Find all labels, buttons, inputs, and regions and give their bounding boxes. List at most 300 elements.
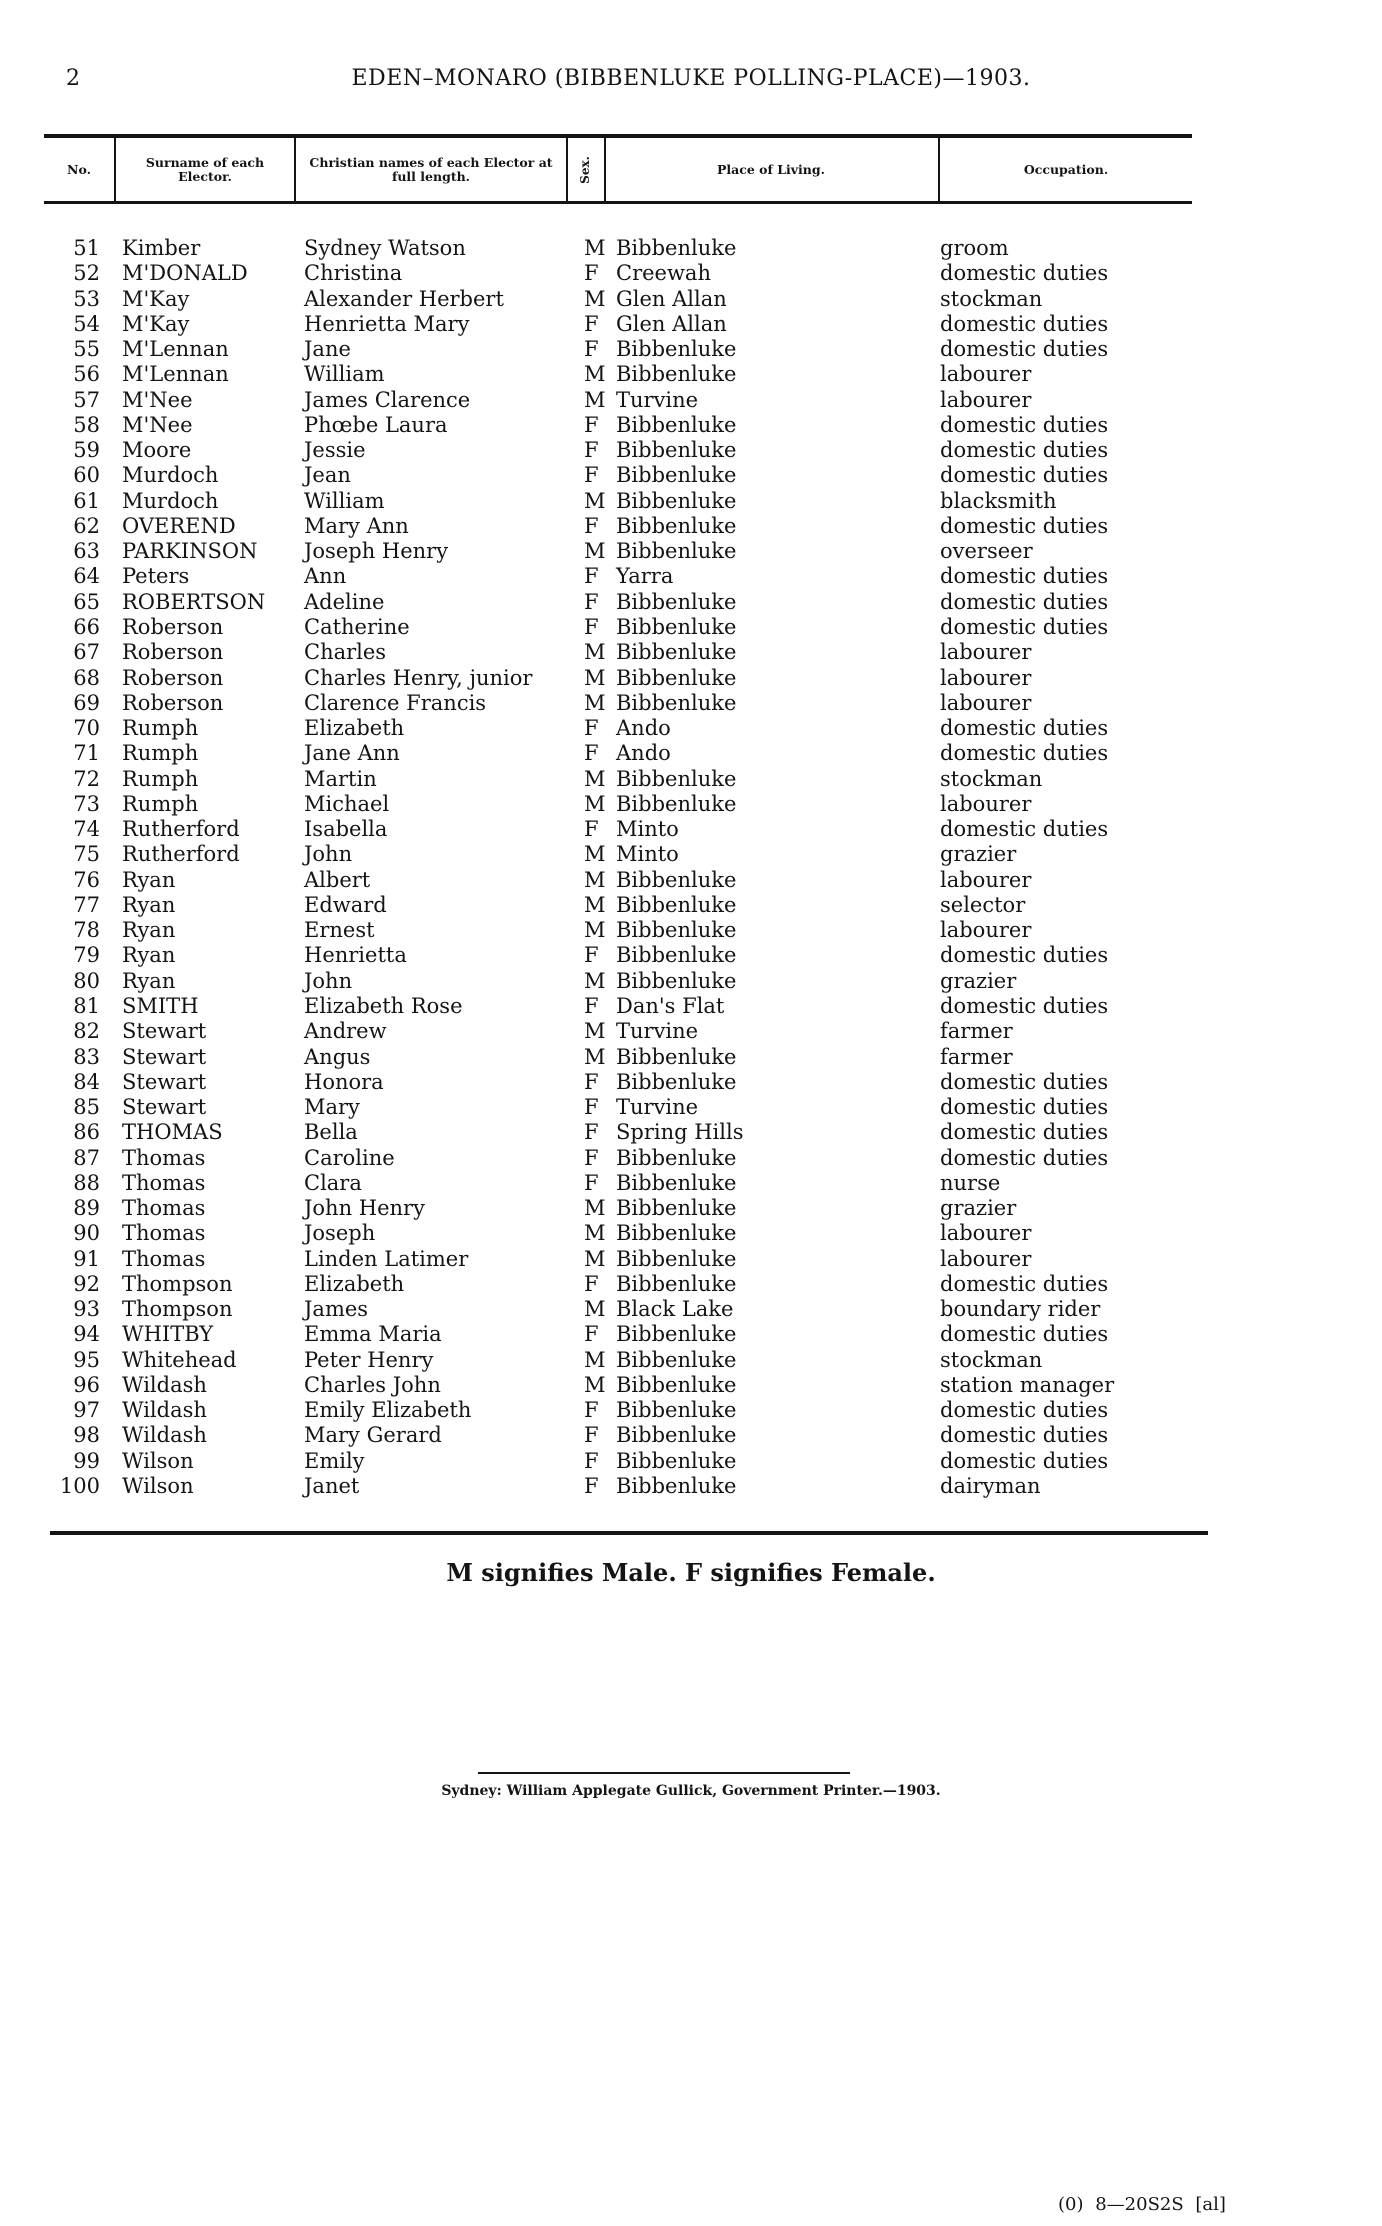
- elector-sex: F: [584, 261, 599, 286]
- elector-surname: Thomas: [122, 1246, 206, 1271]
- elector-surname: Kimber: [122, 236, 201, 260]
- elector-occupation: stockman: [940, 766, 1043, 791]
- elector-surname: M'Lennan: [122, 337, 229, 362]
- elector-number: 97: [73, 1398, 100, 1423]
- elector-number: 59: [73, 438, 100, 463]
- elector-place: Glen Allan: [616, 286, 727, 311]
- elector-place: Bibbenluke: [616, 690, 737, 715]
- elector-surname: Ryan: [122, 918, 176, 943]
- elector-sex: F: [584, 1145, 599, 1170]
- elector-christian-names: Christina: [304, 261, 403, 286]
- elector-christian-names: John: [304, 968, 353, 993]
- table-row: [0, 767, 1382, 792]
- elector-number: 74: [73, 817, 100, 842]
- elector-number: 92: [73, 1271, 100, 1296]
- elector-surname: Roberson: [122, 665, 224, 690]
- elector-christian-names: Ann: [304, 564, 347, 589]
- elector-place: Bibbenluke: [616, 1398, 737, 1423]
- elector-christian-names: Catherine: [304, 614, 410, 639]
- elector-place: Bibbenluke: [616, 488, 737, 513]
- elector-sex: M: [584, 1347, 606, 1372]
- elector-occupation: domestic duties: [940, 1095, 1109, 1120]
- elector-occupation: domestic duties: [940, 1120, 1109, 1145]
- elector-occupation: labourer: [940, 640, 1032, 665]
- table-row: [0, 1348, 1382, 1373]
- elector-number: 53: [73, 286, 100, 311]
- elector-list: [0, 236, 1382, 1499]
- elector-occupation: labourer: [940, 362, 1032, 387]
- table-row: [0, 514, 1382, 539]
- elector-occupation: domestic duties: [940, 1448, 1109, 1473]
- table-row: [0, 868, 1382, 893]
- elector-sex: F: [584, 463, 599, 488]
- elector-surname: Thompson: [122, 1297, 233, 1322]
- elector-occupation: boundary rider: [940, 1297, 1101, 1322]
- table-row: [0, 716, 1382, 741]
- elector-number: 90: [73, 1221, 100, 1246]
- elector-place: Bibbenluke: [616, 1322, 737, 1347]
- elector-surname: PARKINSON: [122, 539, 258, 564]
- elector-sex: F: [584, 716, 599, 741]
- elector-number: 86: [73, 1120, 100, 1145]
- elector-surname: Thomas: [122, 1196, 206, 1221]
- elector-place: Bibbenluke: [616, 867, 737, 892]
- elector-number: 62: [73, 513, 100, 538]
- elector-sex: M: [584, 892, 606, 917]
- table-row: [0, 1297, 1382, 1322]
- elector-number: 57: [73, 387, 100, 412]
- column-header-place: Place of Living.: [717, 162, 825, 177]
- table-row: [0, 792, 1382, 817]
- elector-number: 80: [73, 968, 100, 993]
- column-divider: [294, 138, 296, 201]
- table-row: [0, 615, 1382, 640]
- elector-occupation: domestic duties: [940, 614, 1109, 639]
- elector-number: 94: [73, 1322, 100, 1347]
- elector-sex: F: [584, 943, 599, 968]
- table-row: [0, 312, 1382, 337]
- elector-christian-names: Emma Maria: [304, 1322, 442, 1347]
- elector-occupation: domestic duties: [940, 412, 1109, 437]
- elector-surname: Rumph: [122, 766, 199, 791]
- elector-sex: F: [584, 589, 599, 614]
- elector-christian-names: Andrew: [304, 1019, 387, 1044]
- elector-sex: F: [584, 614, 599, 639]
- elector-place: Bibbenluke: [616, 1271, 737, 1296]
- table-row: [0, 362, 1382, 387]
- elector-place: Bibbenluke: [616, 1170, 737, 1195]
- elector-place: Bibbenluke: [616, 1044, 737, 1069]
- elector-sex: F: [584, 1398, 599, 1423]
- elector-number: 56: [73, 362, 100, 387]
- elector-sex: M: [584, 387, 606, 412]
- elector-place: Bibbenluke: [616, 1196, 737, 1221]
- elector-surname: Stewart: [122, 1095, 207, 1120]
- elector-occupation: domestic duties: [940, 311, 1109, 336]
- elector-place: Bibbenluke: [616, 791, 737, 816]
- elector-sex: F: [584, 337, 599, 362]
- elector-sex: F: [584, 1322, 599, 1347]
- elector-place: Ando: [616, 741, 671, 766]
- elector-sex: M: [584, 1044, 606, 1069]
- elector-place: Bibbenluke: [616, 1221, 737, 1246]
- elector-place: Bibbenluke: [616, 640, 737, 665]
- table-row: [0, 1019, 1382, 1044]
- elector-number: 61: [73, 488, 100, 513]
- elector-sex: M: [584, 766, 606, 791]
- table-row: [0, 817, 1382, 842]
- elector-christian-names: John: [304, 842, 353, 867]
- elector-surname: Thomas: [122, 1221, 206, 1246]
- elector-sex: F: [584, 993, 599, 1018]
- elector-place: Bibbenluke: [616, 438, 737, 463]
- elector-occupation: nurse: [940, 1170, 1001, 1195]
- elector-number: 51: [73, 236, 100, 260]
- elector-number: 73: [73, 791, 100, 816]
- elector-place: Bibbenluke: [616, 539, 737, 564]
- elector-number: 88: [73, 1170, 100, 1195]
- elector-number: 63: [73, 539, 100, 564]
- elector-christian-names: Clara: [304, 1170, 362, 1195]
- elector-sex: M: [584, 236, 606, 260]
- elector-occupation: domestic duties: [940, 993, 1109, 1018]
- elector-sex: F: [584, 412, 599, 437]
- elector-occupation: grazier: [940, 1196, 1017, 1221]
- table-row: [0, 463, 1382, 488]
- table-row: [0, 564, 1382, 589]
- elector-occupation: domestic duties: [940, 817, 1109, 842]
- elector-surname: OVEREND: [122, 513, 236, 538]
- elector-christian-names: Charles John: [304, 1372, 441, 1397]
- table-row: [0, 943, 1382, 968]
- elector-surname: Thomas: [122, 1170, 206, 1195]
- elector-place: Bibbenluke: [616, 236, 737, 260]
- elector-sex: M: [584, 1221, 606, 1246]
- table-row: [0, 1120, 1382, 1145]
- header-top-rule: [44, 134, 1192, 138]
- elector-christian-names: Jessie: [304, 438, 366, 463]
- elector-sex: M: [584, 690, 606, 715]
- elector-christian-names: Joseph Henry: [304, 539, 449, 564]
- elector-christian-names: Mary Gerard: [304, 1423, 442, 1448]
- elector-occupation: labourer: [940, 665, 1032, 690]
- elector-place: Turvine: [616, 1095, 699, 1120]
- table-row: [0, 666, 1382, 691]
- elector-christian-names: Emily Elizabeth: [304, 1398, 472, 1423]
- elector-number: 76: [73, 867, 100, 892]
- elector-occupation: domestic duties: [940, 589, 1109, 614]
- elector-christian-names: Bella: [304, 1120, 358, 1145]
- elector-number: 89: [73, 1196, 100, 1221]
- elector-surname: Wilson: [122, 1448, 194, 1473]
- table-row: [0, 489, 1382, 514]
- elector-occupation: farmer: [940, 1019, 1013, 1044]
- elector-number: 68: [73, 665, 100, 690]
- elector-occupation: groom: [940, 236, 1009, 260]
- elector-sex: M: [584, 842, 606, 867]
- elector-place: Bibbenluke: [616, 918, 737, 943]
- elector-sex: F: [584, 1170, 599, 1195]
- elector-occupation: labourer: [940, 1246, 1032, 1271]
- elector-number: 70: [73, 716, 100, 741]
- elector-surname: Rutherford: [122, 817, 240, 842]
- table-row: [0, 287, 1382, 312]
- elector-sex: M: [584, 1297, 606, 1322]
- elector-surname: Wildash: [122, 1372, 207, 1397]
- elector-place: Turvine: [616, 1019, 699, 1044]
- elector-christian-names: William: [304, 488, 385, 513]
- table-row: [0, 388, 1382, 413]
- table-row: [0, 640, 1382, 665]
- column-header-christian-names: Christian names of each Elector at full length.: [309, 155, 553, 184]
- elector-place: Creewah: [616, 261, 711, 286]
- page-title: EDEN–MONARO (BIBBENLUKE POLLING-PLACE)—1903.: [351, 66, 1031, 91]
- elector-sex: M: [584, 286, 606, 311]
- elector-number: 77: [73, 892, 100, 917]
- table-row: [0, 1322, 1382, 1347]
- elector-place: Bibbenluke: [616, 665, 737, 690]
- elector-number: 98: [73, 1423, 100, 1448]
- printer-imprint: Sydney: William Applegate Gullick, Government Printer.—1903.: [441, 1783, 941, 1799]
- elector-surname: M'Lennan: [122, 362, 229, 387]
- table-bottom-rule: [50, 1531, 1208, 1535]
- elector-christian-names: James Clarence: [304, 387, 471, 412]
- elector-surname: Ryan: [122, 867, 176, 892]
- column-header-no: No.: [67, 162, 91, 177]
- footer-code: (0) 8—20S2S [al]: [1058, 2194, 1226, 2215]
- table-row: [0, 438, 1382, 463]
- elector-surname: Roberson: [122, 690, 224, 715]
- elector-surname: Roberson: [122, 614, 224, 639]
- elector-place: Glen Allan: [616, 311, 727, 336]
- elector-sex: F: [584, 741, 599, 766]
- elector-occupation: stockman: [940, 1347, 1043, 1372]
- elector-place: Bibbenluke: [616, 1145, 737, 1170]
- elector-surname: Rumph: [122, 791, 199, 816]
- elector-christian-names: Jane: [304, 337, 351, 362]
- elector-number: 72: [73, 766, 100, 791]
- elector-surname: M'Kay: [122, 286, 190, 311]
- elector-sex: M: [584, 665, 606, 690]
- table-row: [0, 893, 1382, 918]
- elector-occupation: domestic duties: [940, 564, 1109, 589]
- table-row: [0, 413, 1382, 438]
- elector-place: Bibbenluke: [616, 968, 737, 993]
- elector-sex: F: [584, 1423, 599, 1448]
- elector-christian-names: Janet: [304, 1474, 360, 1499]
- elector-surname: Murdoch: [122, 488, 219, 513]
- elector-surname: Thomas: [122, 1145, 206, 1170]
- elector-occupation: domestic duties: [940, 1423, 1109, 1448]
- column-header-sex: [566, 138, 604, 201]
- column-header-surname: Surname of each Elector.: [145, 155, 265, 184]
- elector-surname: SMITH: [122, 993, 199, 1018]
- elector-place: Spring Hills: [616, 1120, 744, 1145]
- elector-surname: Rutherford: [122, 842, 240, 867]
- elector-place: Bibbenluke: [616, 766, 737, 791]
- table-row: [0, 337, 1382, 362]
- table-row: [0, 1272, 1382, 1297]
- elector-place: Minto: [616, 842, 679, 867]
- elector-surname: Murdoch: [122, 463, 219, 488]
- elector-place: Bibbenluke: [616, 943, 737, 968]
- elector-occupation: station manager: [940, 1372, 1115, 1397]
- column-header-sex-label: Sex.: [578, 155, 592, 184]
- elector-place: Bibbenluke: [616, 337, 737, 362]
- header-bottom-rule: [44, 201, 1192, 204]
- elector-christian-names: Isabella: [304, 817, 388, 842]
- column-header-occupation: Occupation.: [1023, 162, 1109, 177]
- elector-christian-names: Emily: [304, 1448, 365, 1473]
- elector-occupation: domestic duties: [940, 337, 1109, 362]
- elector-surname: Moore: [122, 438, 192, 463]
- elector-place: Bibbenluke: [616, 1246, 737, 1271]
- elector-occupation: domestic duties: [940, 438, 1109, 463]
- elector-christian-names: Sydney Watson: [304, 236, 466, 260]
- table-row: [0, 539, 1382, 564]
- elector-occupation: domestic duties: [940, 261, 1109, 286]
- elector-place: Dan's Flat: [616, 993, 725, 1018]
- elector-occupation: stockman: [940, 286, 1043, 311]
- elector-sex: F: [584, 1474, 599, 1499]
- elector-place: Turvine: [616, 387, 699, 412]
- elector-occupation: domestic duties: [940, 463, 1109, 488]
- elector-sex: F: [584, 564, 599, 589]
- elector-occupation: labourer: [940, 918, 1032, 943]
- elector-sex: F: [584, 1271, 599, 1296]
- table-row: [0, 236, 1382, 261]
- elector-occupation: domestic duties: [940, 943, 1109, 968]
- elector-surname: Ryan: [122, 943, 176, 968]
- elector-sex: M: [584, 640, 606, 665]
- table-row: [0, 918, 1382, 943]
- elector-surname: WHITBY: [122, 1322, 214, 1347]
- table-row: [0, 1247, 1382, 1272]
- elector-occupation: domestic duties: [940, 716, 1109, 741]
- table-row: [0, 1373, 1382, 1398]
- elector-number: 87: [73, 1145, 100, 1170]
- elector-occupation: dairyman: [940, 1474, 1041, 1499]
- elector-sex: M: [584, 791, 606, 816]
- table-row: [0, 1070, 1382, 1095]
- elector-place: Bibbenluke: [616, 463, 737, 488]
- table-row: [0, 1171, 1382, 1196]
- elector-christian-names: James: [304, 1297, 369, 1322]
- elector-occupation: overseer: [940, 539, 1033, 564]
- elector-place: Bibbenluke: [616, 1372, 737, 1397]
- elector-place: Bibbenluke: [616, 1448, 737, 1473]
- elector-christian-names: Linden Latimer: [304, 1246, 469, 1271]
- elector-number: 60: [73, 463, 100, 488]
- elector-surname: Ryan: [122, 968, 176, 993]
- elector-place: Bibbenluke: [616, 589, 737, 614]
- elector-sex: F: [584, 1069, 599, 1094]
- elector-sex: M: [584, 968, 606, 993]
- elector-sex: M: [584, 1019, 606, 1044]
- elector-sex: F: [584, 311, 599, 336]
- elector-sex: F: [584, 1120, 599, 1145]
- elector-place: Black Lake: [616, 1297, 734, 1322]
- elector-sex: M: [584, 362, 606, 387]
- elector-surname: Wildash: [122, 1423, 207, 1448]
- elector-christian-names: Peter Henry: [304, 1347, 434, 1372]
- elector-occupation: domestic duties: [940, 1145, 1109, 1170]
- elector-occupation: domestic duties: [940, 1398, 1109, 1423]
- elector-surname: M'Nee: [122, 387, 193, 412]
- elector-sex: M: [584, 867, 606, 892]
- elector-number: 64: [73, 564, 100, 589]
- elector-number: 65: [73, 589, 100, 614]
- elector-christian-names: Henrietta: [304, 943, 407, 968]
- elector-sex: F: [584, 438, 599, 463]
- elector-surname: Roberson: [122, 640, 224, 665]
- elector-surname: M'DONALD: [122, 261, 248, 286]
- page-number: 2: [66, 66, 80, 91]
- elector-number: 81: [73, 993, 100, 1018]
- printer-rule: [478, 1772, 850, 1774]
- elector-christian-names: Elizabeth: [304, 1271, 405, 1296]
- elector-number: 75: [73, 842, 100, 867]
- elector-surname: M'Kay: [122, 311, 190, 336]
- elector-christian-names: Adeline: [304, 589, 385, 614]
- elector-place: Bibbenluke: [616, 1069, 737, 1094]
- elector-christian-names: Edward: [304, 892, 387, 917]
- elector-christian-names: Elizabeth: [304, 716, 405, 741]
- elector-place: Bibbenluke: [616, 513, 737, 538]
- elector-christian-names: Jean: [304, 463, 351, 488]
- elector-place: Yarra: [616, 564, 674, 589]
- elector-christian-names: Henrietta Mary: [304, 311, 470, 336]
- table-row: [0, 1449, 1382, 1474]
- table-row: [0, 842, 1382, 867]
- elector-sex: M: [584, 1246, 606, 1271]
- column-divider: [114, 138, 116, 201]
- elector-christian-names: Mary: [304, 1095, 360, 1120]
- elector-christian-names: Jane Ann: [304, 741, 400, 766]
- elector-number: 78: [73, 918, 100, 943]
- elector-christian-names: Albert: [304, 867, 371, 892]
- elector-occupation: labourer: [940, 791, 1032, 816]
- elector-number: 100: [59, 1474, 100, 1499]
- elector-place: Ando: [616, 716, 671, 741]
- elector-christian-names: Charles: [304, 640, 387, 665]
- elector-occupation: grazier: [940, 842, 1017, 867]
- elector-occupation: blacksmith: [940, 488, 1057, 513]
- sex-legend: M signifies Male. F signifies Female.: [446, 1558, 936, 1587]
- elector-sex: F: [584, 513, 599, 538]
- elector-place: Bibbenluke: [616, 1423, 737, 1448]
- elector-number: 95: [73, 1347, 100, 1372]
- elector-number: 66: [73, 614, 100, 639]
- elector-christian-names: Alexander Herbert: [304, 286, 504, 311]
- table-row: [0, 691, 1382, 716]
- elector-number: 54: [73, 311, 100, 336]
- elector-occupation: farmer: [940, 1044, 1013, 1069]
- elector-christian-names: Caroline: [304, 1145, 395, 1170]
- elector-surname: Rumph: [122, 741, 199, 766]
- elector-number: 96: [73, 1372, 100, 1397]
- elector-surname: Wildash: [122, 1398, 207, 1423]
- elector-place: Bibbenluke: [616, 892, 737, 917]
- elector-number: 82: [73, 1019, 100, 1044]
- elector-sex: M: [584, 488, 606, 513]
- elector-christian-names: John Henry: [304, 1196, 425, 1221]
- table-row: [0, 969, 1382, 994]
- elector-surname: Whitehead: [122, 1347, 237, 1372]
- elector-number: 84: [73, 1069, 100, 1094]
- elector-occupation: domestic duties: [940, 1271, 1109, 1296]
- elector-occupation: domestic duties: [940, 1322, 1109, 1347]
